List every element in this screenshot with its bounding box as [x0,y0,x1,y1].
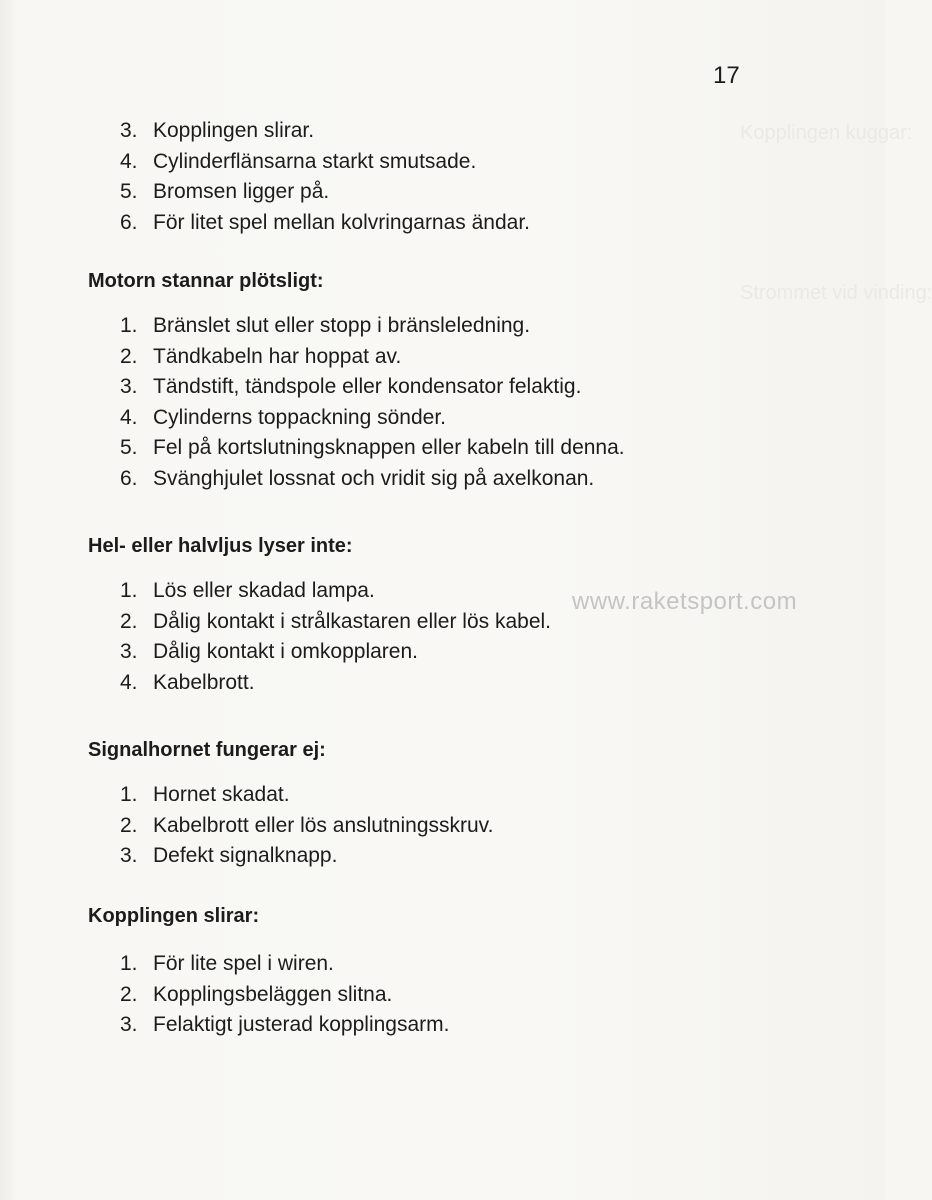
item-number: 4. [120,670,138,694]
item-text: Bromsen ligger på. [153,180,330,203]
item-number: 3. [120,375,138,398]
item-number: 3. [120,640,138,663]
section-heading: Hel- eller halvljus lyser inte: [88,535,353,557]
item-text: Felaktigt justerad kopplingsarm. [153,1013,450,1036]
list-item [120,403,625,434]
item-text: Cylinderns toppackning sönder. [153,405,447,429]
watermark: www.raketsport.com [572,588,798,615]
item-text: Fel på kortslutningsknappen eller kabeln till denna. [153,436,625,459]
section-list [120,780,493,872]
item-number: 3. [120,119,138,142]
item-number: 1. [120,314,138,337]
item-number: 2. [120,813,138,837]
section-heading: Signalhornet fungerar ej: [88,739,326,761]
section-list [120,311,625,494]
item-number: 4. [120,405,138,429]
item-text: Kopplingen slirar. [153,119,315,142]
list-item [120,177,530,208]
item-number: 2. [120,609,138,633]
list-item [120,576,551,607]
item-number: 2. [120,982,138,1006]
list-item [120,780,493,811]
item-text: Kopplingsbeläggen slitna. [153,982,393,1006]
item-text: Lös eller skadad lampa. [153,579,375,602]
section-list [120,949,449,1041]
item-number: 5. [120,436,138,459]
item-text: Defekt signalknapp. [153,844,338,867]
list-item [120,208,530,239]
list-item [120,637,551,668]
item-number: 6. [120,210,138,234]
list-item [120,433,625,464]
list-item [120,980,449,1011]
item-number: 3. [120,1013,138,1036]
item-number: 6. [120,466,138,490]
page-number: 17 [713,62,740,89]
item-text: För lite spel i wiren. [153,952,334,975]
item-text: Tändkabeln har hoppat av. [153,344,402,368]
item-text: Tändstift, tändspole eller kondensator felaktig. [153,375,582,398]
item-text: Svänghjulet lossnat och vridit sig på axelkonan. [153,466,595,490]
bleed-through-text: Strommet vid vinding: [740,282,932,304]
item-text: Kabelbrott eller lös anslutningsskruv. [153,813,494,837]
list-item [120,841,493,872]
bleed-through-text: Kopplingen kuggar: [740,122,913,144]
list-item [120,668,551,699]
item-number: 1. [120,783,138,806]
list-item [120,372,625,403]
item-number: 2. [120,344,138,368]
list-item [120,1010,449,1041]
list-item [120,342,625,373]
list-item [120,116,530,147]
item-text: Dålig kontakt i strålkastaren eller lös kabel. [153,609,552,633]
item-text: Kabelbrott. [153,670,255,694]
item-number: 4. [120,149,138,173]
item-number: 1. [120,952,138,975]
item-text: Cylinderflänsarna starkt smutsade. [153,149,477,173]
item-text: Hornet skadat. [153,783,290,806]
list-item [120,949,449,980]
intro-list [120,116,530,238]
section-list [120,576,551,698]
list-item [120,607,551,638]
list-item [120,464,625,495]
section-heading: Motorn stannar plötsligt: [88,270,324,292]
list-item [120,311,625,342]
item-number: 1. [120,579,138,602]
item-number: 5. [120,180,138,203]
item-number: 3. [120,844,138,867]
section-heading: Kopplingen slirar: [88,905,260,927]
item-text: För litet spel mellan kolvringarnas ändar. [153,210,531,234]
item-text: Bränslet slut eller stopp i bränsleledning. [153,314,531,337]
list-item [120,811,493,842]
list-item [120,147,530,178]
item-text: Dålig kontakt i omkopplaren. [153,640,418,663]
